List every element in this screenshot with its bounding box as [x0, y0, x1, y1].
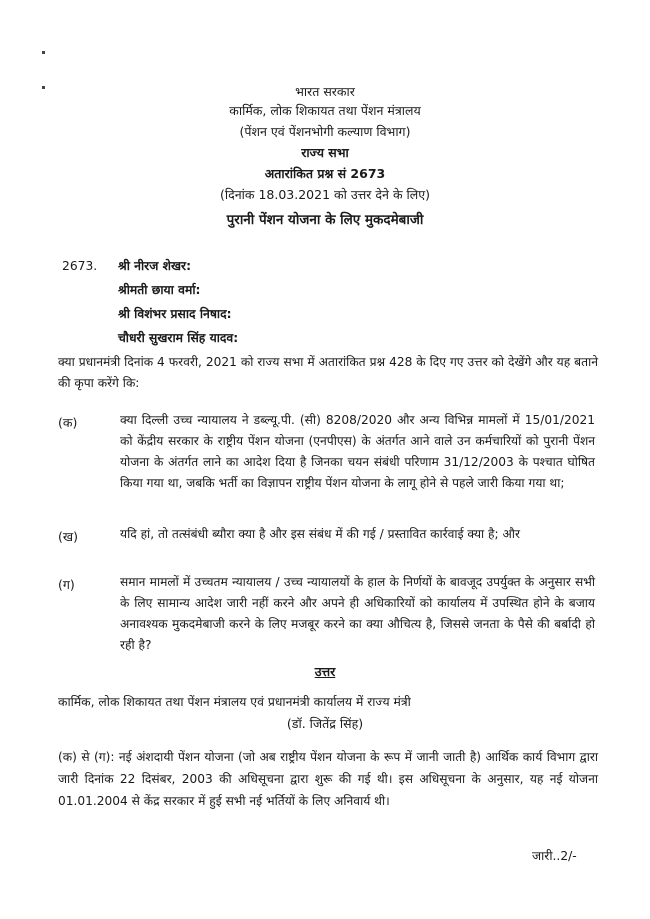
question-text: क्या दिल्ली उच्च न्यायालय ने डब्ल्यू.पी. (सी) 8208/2020 और अन्य विभिन्न मामलों में 15/01/2021 को केंद्रीय सरकार के राष्ट्रीय पेंशन योजना (एनपीएस) के अंतर्गत आने वाले उन कर्मचारियों को पुरानी पेंशन योजना के अंतर्गत लाने का आदेश दिया है जिनका चयन संबंधी परिणाम 31/12/2003 के पश्चात घोषित किया गया था, जबकि भर्ती का विज्ञापन राष्ट्रीय पेंशन योजना के लागू होने से पहले जारी किया गया था;	[120, 413, 595, 490]
minister-designation: कार्मिक, लोक शिकायत तथा पेंशन मंत्रालय एवं प्रधानमंत्री कार्यालय में राज्य मंत्री	[58, 695, 411, 709]
header-ministry: कार्मिक, लोक शिकायत तथा पेंशन मंत्रालय	[229, 103, 421, 118]
header-government: भारत सरकार	[295, 84, 355, 99]
subject-title: पुरानी पेंशन योजना के लिए मुकदमेबाजी	[226, 212, 424, 228]
header-question-number: अतारांकित प्रश्न सं 2673	[264, 166, 386, 181]
header-department: (पेंशन एवं पेंशनभोगी कल्याण विभाग)	[239, 124, 411, 139]
question-number: 2673.	[62, 259, 98, 273]
question-marker: (ग)	[58, 577, 75, 592]
member-name: श्रीमती छाया वर्मा:	[118, 283, 201, 297]
question-text: समान मामलों में उच्चतम न्यायालय / उच्च न्यायालयों के हाल के निर्णयों के बावजूद उपर्युक्त के अनुसार सभी के लिए सामान्य आदेश जारी नहीं करने और अपने ही अधिकारियों को कार्यालय में उपस्थित होने के बजाय अनावश्यक मुकदमेबाजी करने के लिए मजबूर करने का क्या औचित्य है, जिससे जनता के पैसे की बर्बादी हो रही है?	[120, 575, 595, 652]
answer-heading: उत्तर	[314, 664, 336, 679]
member-name: श्री विशंभर प्रसाद निषाद:	[118, 307, 232, 321]
member-name: श्री नीरज शेखर:	[118, 259, 191, 273]
answer-text: (क) से (ग): नई अंशदायी पेंशन योजना (जो अब राष्ट्रीय पेंशन योजना के रूप में जानी जाती है) आर्थिक कार्य विभाग द्वारा जारी दिनांक 22 दिसंबर, 2003 की अधिसूचना द्वारा शुरू की गई थी। इस अधिसूचना के अनुसार, यह नई योजना 01.01.2004 से केंद्र सरकार में हुई सभी नई भर्तियों के लिए अनिवार्य थी।	[58, 750, 598, 808]
member-name: चौधरी सुखराम सिंह यादव:	[118, 331, 239, 345]
question-marker: (क)	[58, 415, 78, 430]
scan-speck	[42, 51, 45, 54]
header-house: राज्य सभा	[301, 145, 349, 160]
question-marker: (ख)	[58, 529, 78, 544]
question-text: यदि हां, तो तत्संबंधी ब्यौरा क्या है और इस संबंध में की गई / प्रस्तावित कार्रवाई क्या है; और	[120, 527, 520, 541]
minister-name: (डॉ. जितेंद्र सिंह)	[286, 716, 364, 731]
continued-marker: जारी..2/-	[532, 849, 577, 863]
header-answer-date: (दिनांक 18.03.2021 को उत्तर देने के लिए)	[219, 187, 431, 202]
question-intro: क्या प्रधानमंत्री दिनांक 4 फरवरी, 2021 को राज्य सभा में अतारांकित प्रश्न 428 के दिए गए उत्तर को देखेंगे और यह बताने की कृपा करेंगे कि:	[58, 355, 598, 390]
